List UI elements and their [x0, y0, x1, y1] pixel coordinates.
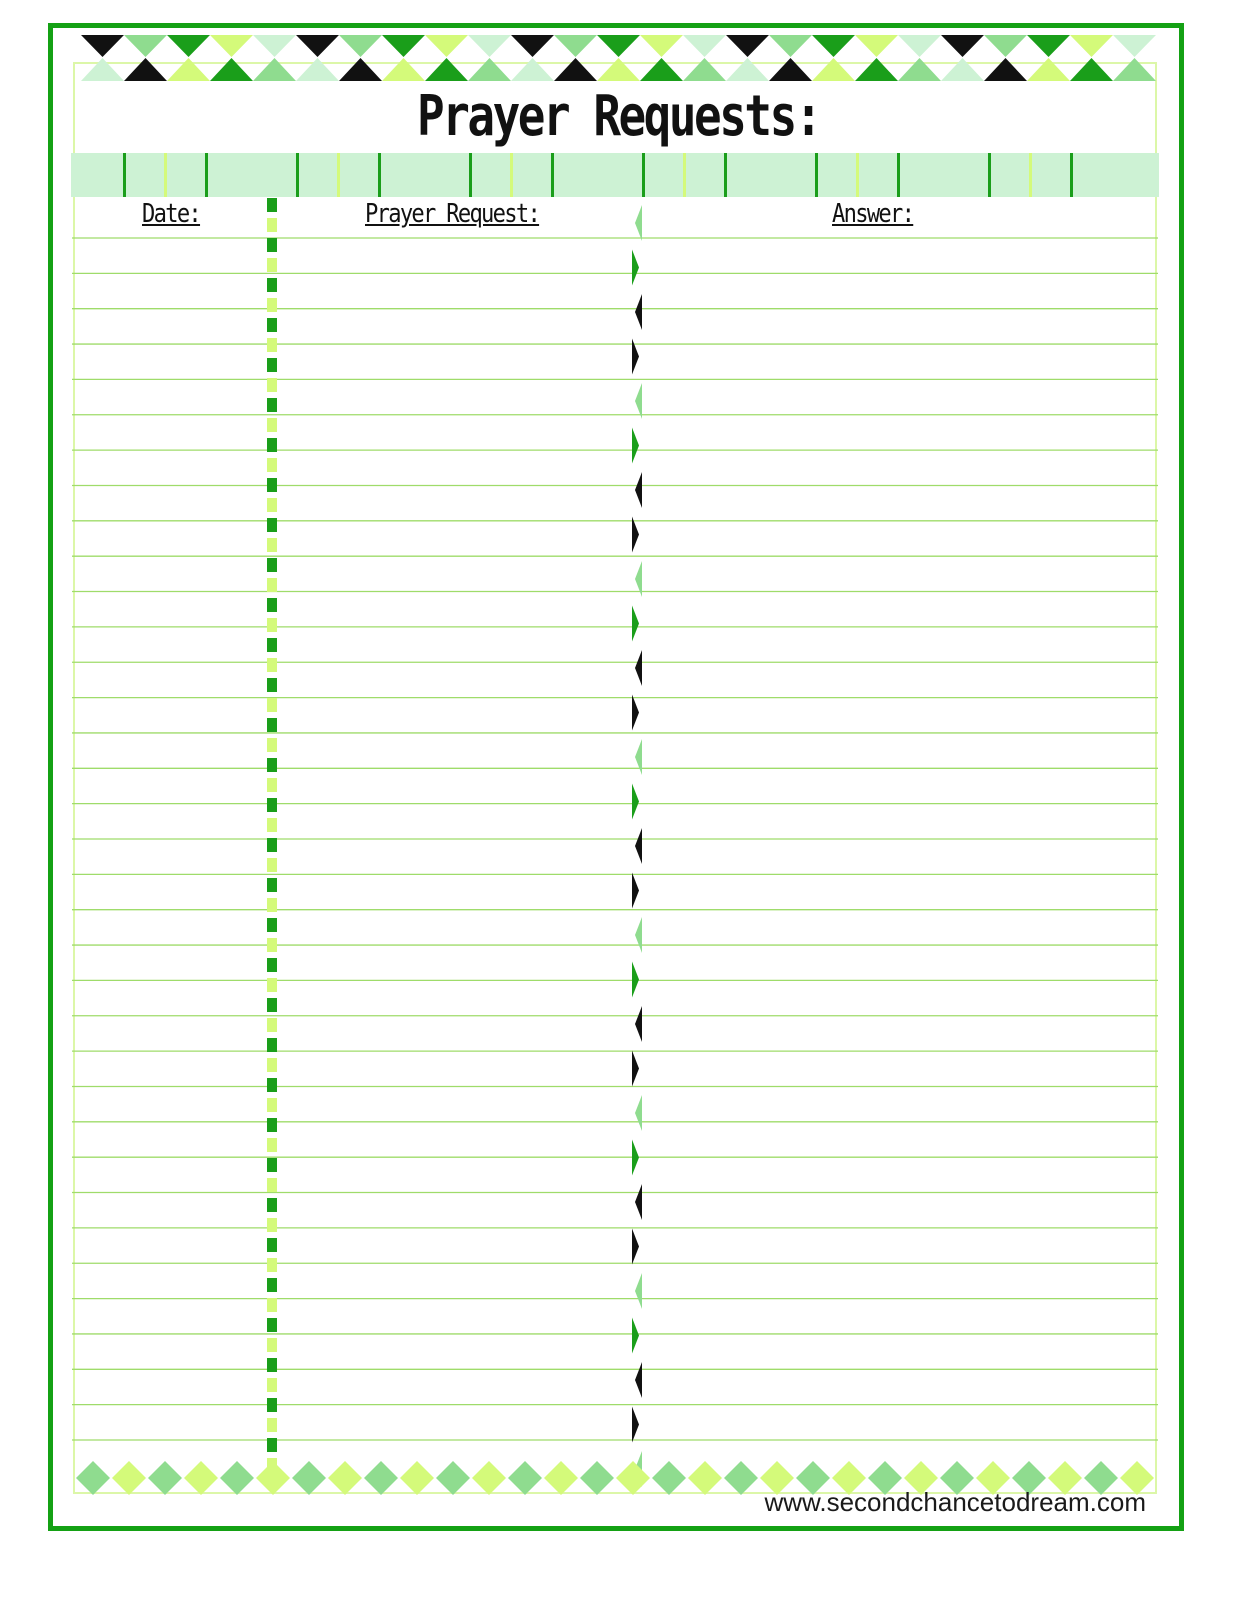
divider-segment — [267, 1298, 277, 1312]
diamond-decoration — [472, 1461, 506, 1495]
diamond-decoration — [76, 1461, 110, 1495]
divider-arrow — [632, 606, 639, 642]
divider-segment — [267, 1018, 277, 1032]
divider-segment — [267, 558, 277, 572]
divider-segment — [267, 378, 277, 392]
divider-arrow — [632, 1407, 639, 1443]
date-column-header: Date: — [142, 199, 201, 229]
divider-segment — [267, 458, 277, 472]
divider-segment — [267, 438, 277, 452]
divider-arrow — [635, 294, 642, 330]
diamond-decoration — [112, 1461, 146, 1495]
diamond-decoration — [544, 1461, 578, 1495]
divider-arrow — [632, 428, 639, 464]
divider-arrow — [635, 1273, 642, 1309]
divider-arrow — [632, 250, 639, 286]
divider-segment — [267, 298, 277, 312]
diamond-decoration — [292, 1461, 326, 1495]
divider-segment — [267, 1238, 277, 1252]
divider-segment — [267, 898, 277, 912]
divider-segment — [267, 938, 277, 952]
divider-segment — [267, 538, 277, 552]
diamond-decoration — [436, 1461, 470, 1495]
divider-segment — [267, 778, 277, 792]
divider-segment — [267, 798, 277, 812]
diamond-decoration — [364, 1461, 398, 1495]
divider-segment — [267, 858, 277, 872]
divider-segment — [267, 818, 277, 832]
divider-arrow — [632, 1140, 639, 1176]
divider-segment — [267, 1418, 277, 1432]
divider-segment — [267, 1078, 277, 1092]
divider-segment — [267, 1118, 277, 1132]
divider-segment — [267, 418, 277, 432]
diamond-decoration — [508, 1461, 542, 1495]
divider-segment — [267, 1358, 277, 1372]
divider-segment — [267, 218, 277, 232]
divider-segment — [267, 678, 277, 692]
divider-segment — [267, 278, 277, 292]
divider-segment — [267, 1278, 277, 1292]
divider-arrow — [635, 1362, 642, 1398]
divider-arrow — [635, 828, 642, 864]
answer-column-header: Answer: — [832, 199, 914, 229]
website-url: www.secondchancetodream.com — [764, 1487, 1146, 1517]
divider-segment — [267, 658, 277, 672]
divider-segment — [267, 1438, 277, 1452]
divider-segment — [267, 1038, 277, 1052]
divider-arrow — [632, 695, 639, 731]
divider-segment — [267, 1098, 277, 1112]
divider-segment — [267, 1158, 277, 1172]
divider-segment — [267, 1178, 277, 1192]
divider-segment — [267, 198, 277, 212]
divider-arrow — [635, 383, 642, 419]
divider-segment — [267, 838, 277, 852]
divider-arrow — [632, 1051, 639, 1087]
divider-arrow — [632, 962, 639, 998]
divider-arrow — [635, 650, 642, 686]
divider-segment — [267, 358, 277, 372]
divider-segment — [267, 698, 277, 712]
divider-segment — [267, 1218, 277, 1232]
diamond-decoration — [184, 1461, 218, 1495]
divider-segment — [267, 738, 277, 752]
divider-segment — [267, 1318, 277, 1332]
diamond-decoration — [580, 1461, 614, 1495]
divider-arrow — [632, 1318, 639, 1354]
divider-segment — [267, 718, 277, 732]
divider-arrow — [632, 873, 639, 909]
diamond-decoration — [148, 1461, 182, 1495]
divider-segment — [267, 258, 277, 272]
divider-segment — [267, 878, 277, 892]
divider-segment — [267, 578, 277, 592]
divider-segment — [267, 638, 277, 652]
divider-arrow — [635, 1006, 642, 1042]
divider-segment — [267, 758, 277, 772]
divider-arrow — [632, 784, 639, 820]
divider-arrow — [635, 1184, 642, 1220]
diamond-decoration — [328, 1461, 362, 1495]
divider-segment — [267, 518, 277, 532]
divider-arrow — [632, 517, 639, 553]
diamond-decoration — [400, 1461, 434, 1495]
page-title: Prayer Requests: — [417, 84, 820, 149]
divider-segment — [267, 398, 277, 412]
divider-segment — [267, 238, 277, 252]
diamond-decoration — [688, 1461, 722, 1495]
divider-segment — [267, 978, 277, 992]
divider-arrow — [632, 1229, 639, 1265]
divider-segment — [267, 1138, 277, 1152]
divider-segment — [267, 318, 277, 332]
divider-segment — [267, 1058, 277, 1072]
divider-segment — [267, 918, 277, 932]
divider-arrow — [635, 472, 642, 508]
diamond-decoration — [616, 1461, 650, 1495]
divider-segment — [267, 498, 277, 512]
divider-arrow — [635, 205, 642, 241]
diamond-decoration — [652, 1461, 686, 1495]
divider-segment — [267, 1198, 277, 1212]
divider-arrow — [635, 1095, 642, 1131]
divider-segment — [267, 958, 277, 972]
divider-segment — [267, 1378, 277, 1392]
divider-segment — [267, 1338, 277, 1352]
divider-arrow — [635, 917, 642, 953]
divider-segment — [267, 1258, 277, 1272]
divider-segment — [267, 998, 277, 1012]
divider-arrow — [635, 739, 642, 775]
diamond-decoration — [220, 1461, 254, 1495]
divider-segment — [267, 478, 277, 492]
divider-segment — [267, 338, 277, 352]
divider-segment — [267, 618, 277, 632]
diamond-decoration — [256, 1461, 290, 1495]
divider-segment — [267, 1398, 277, 1412]
diamond-decoration — [724, 1461, 758, 1495]
prayer-request-column-header: Prayer Request: — [365, 199, 540, 229]
divider-segment — [267, 598, 277, 612]
